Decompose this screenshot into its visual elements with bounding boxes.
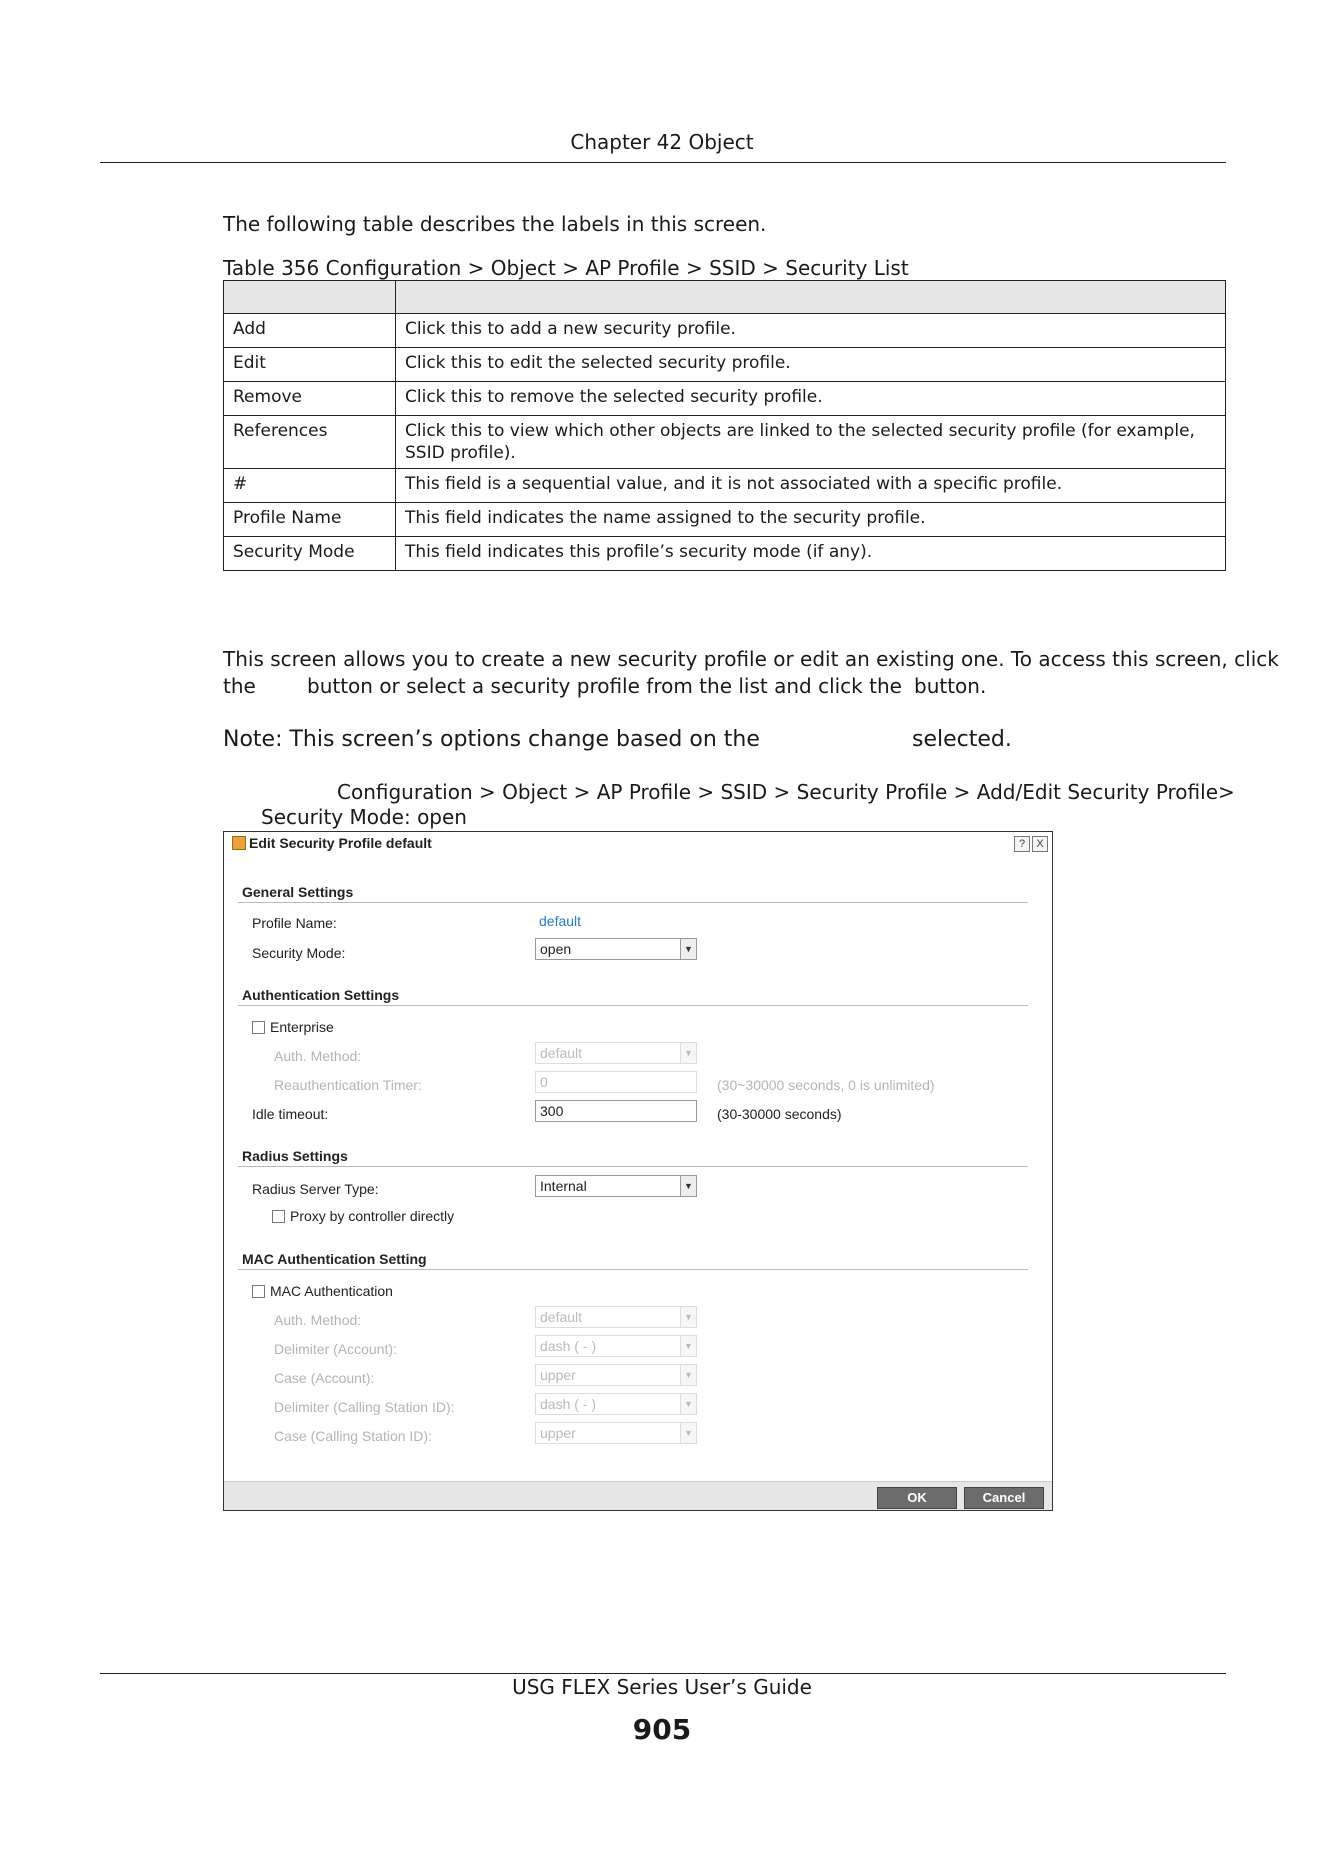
label-description-table (223, 280, 1226, 571)
chevron-down-icon: ▼ (680, 1365, 696, 1385)
guide-title: USG FLEX Series User’s Guide (512, 1675, 812, 1699)
chapter-header: Chapter 42 Object (570, 130, 754, 154)
proxy-checkbox[interactable] (272, 1210, 285, 1223)
idle-timeout-hint: (30-30000 seconds) (717, 1106, 842, 1122)
close-icon[interactable]: X (1032, 836, 1048, 852)
table-header-cell (396, 281, 1226, 314)
table-cell-label: # (224, 469, 396, 503)
table-cell-label: Remove (224, 382, 396, 416)
table-cell-label: Edit (224, 348, 396, 382)
chevron-down-icon: ▼ (680, 939, 696, 959)
radius-server-type-label: Radius Server Type: (252, 1181, 379, 1197)
table-cell-label: Add (224, 314, 396, 348)
table-cell-description: This field indicates the name assigned to the security profile. (396, 503, 1226, 537)
profile-name-label: Profile Name: (252, 915, 337, 931)
cancel-button[interactable]: Cancel (964, 1487, 1044, 1509)
mac-authentication-checkbox[interactable] (252, 1285, 265, 1298)
mac-auth-method-value: default (540, 1309, 583, 1325)
table-cell-description: Click this to remove the selected security profile. (396, 382, 1226, 416)
section-divider (238, 1005, 1028, 1006)
idle-timeout-value: 300 (540, 1103, 564, 1119)
case-account-select[interactable] (535, 1364, 697, 1386)
radius-server-type-select[interactable] (535, 1175, 697, 1197)
note-text-end: selected. (912, 727, 1012, 752)
edit-icon (232, 836, 246, 850)
delimiter-calling-station-value: dash ( - ) (540, 1396, 597, 1412)
body-paragraph-line2-middle: button or select a security profile from the list and click the (307, 674, 902, 698)
section-divider (238, 902, 1028, 903)
reauthentication-timer-hint: (30~30000 seconds, 0 is unlimited) (717, 1077, 935, 1093)
body-paragraph-line1: This screen allows you to create a new security profile or edit an existing one. To access this screen, click (223, 647, 1279, 671)
table-row (224, 503, 1226, 537)
proxy-label: Proxy by controller directly (290, 1208, 455, 1224)
table-cell-description: This field indicates this profile’s security mode (if any). (396, 537, 1226, 571)
general-settings-heading: General Settings (242, 884, 354, 900)
case-calling-station-label: Case (Calling Station ID): (274, 1428, 432, 1444)
footer-rule (100, 1673, 1226, 1674)
mac-authentication-heading: MAC Authentication Setting (242, 1251, 427, 1267)
table-row (224, 416, 1226, 469)
delimiter-account-value: dash ( - ) (540, 1338, 597, 1354)
table-header-row (224, 281, 1226, 314)
dialog-footer (224, 1481, 1052, 1510)
auth-method-label: Auth. Method: (274, 1048, 362, 1064)
figure-caption-line2: Security Mode: open (261, 805, 467, 829)
chevron-down-icon: ▼ (680, 1043, 696, 1063)
table-cell-description: Click this to view which other objects are linked to the selected security profile (for example, SSID profile). (396, 416, 1226, 469)
reauthentication-timer-value: 0 (540, 1074, 548, 1090)
case-calling-station-value: upper (540, 1425, 576, 1441)
delimiter-calling-station-label: Delimiter (Calling Station ID): (274, 1399, 455, 1415)
note-text-start: Note: This screen’s options change based on the (223, 727, 760, 752)
figure-caption-line1: Configuration > Object > AP Profile > SSID > Security Profile > Add/Edit Security Profile> (337, 780, 1235, 804)
body-paragraph-line2-start: the (223, 674, 256, 698)
table-row (224, 314, 1226, 348)
table-row (224, 469, 1226, 503)
intro-text: The following table describes the labels in this screen. (223, 212, 767, 236)
table-cell-description: Click this to add a new security profile. (396, 314, 1226, 348)
idle-timeout-label: Idle timeout: (252, 1106, 329, 1122)
chevron-down-icon: ▼ (680, 1176, 696, 1196)
section-divider (238, 1269, 1028, 1270)
table-row (224, 348, 1226, 382)
table-cell-label: References (224, 416, 396, 469)
chevron-down-icon: ▼ (680, 1394, 696, 1414)
header-rule (100, 162, 1226, 163)
table-cell-label: Profile Name (224, 503, 396, 537)
page-number: 905 (632, 1713, 692, 1746)
table-header-cell (224, 281, 396, 314)
ok-button[interactable]: OK (877, 1487, 957, 1509)
authentication-settings-heading: Authentication Settings (242, 987, 400, 1003)
security-mode-select[interactable] (535, 938, 697, 960)
reauthentication-timer-input[interactable] (535, 1071, 697, 1093)
mac-authentication-label: MAC Authentication (270, 1283, 393, 1299)
delimiter-account-label: Delimiter (Account): (274, 1341, 397, 1357)
mac-auth-method-select[interactable] (535, 1306, 697, 1328)
table-row (224, 382, 1226, 416)
case-account-label: Case (Account): (274, 1370, 375, 1386)
reauthentication-timer-label: Reauthentication Timer: (274, 1077, 422, 1093)
delimiter-account-select[interactable] (535, 1335, 697, 1357)
chevron-down-icon: ▼ (680, 1423, 696, 1443)
enterprise-checkbox[interactable] (252, 1021, 265, 1034)
radius-settings-heading: Radius Settings (242, 1148, 348, 1164)
table-caption: Table 356 Configuration > Object > AP Profile > SSID > Security List (223, 256, 909, 280)
dialog-title-bar (224, 832, 1052, 854)
profile-name-value: default (539, 913, 582, 929)
case-calling-station-select[interactable] (535, 1422, 697, 1444)
help-icon[interactable]: ? (1014, 836, 1030, 852)
case-account-value: upper (540, 1367, 576, 1383)
edit-security-profile-dialog (223, 831, 1053, 1511)
section-divider (238, 1166, 1028, 1167)
dialog-title: Edit Security Profile default (249, 835, 432, 851)
body-paragraph-line2-end: button. (914, 674, 987, 698)
enterprise-label: Enterprise (270, 1019, 334, 1035)
table-cell-label: Security Mode (224, 537, 396, 571)
idle-timeout-input[interactable] (535, 1100, 697, 1122)
delimiter-calling-station-select[interactable] (535, 1393, 697, 1415)
auth-method-value: default (540, 1045, 583, 1061)
table-cell-description: This field is a sequential value, and it is not associated with a specific profile. (396, 469, 1226, 503)
table-row (224, 537, 1226, 571)
chevron-down-icon: ▼ (680, 1336, 696, 1356)
security-mode-label: Security Mode: (252, 945, 346, 961)
auth-method-select[interactable] (535, 1042, 697, 1064)
radius-server-type-value: Internal (540, 1178, 587, 1194)
table-cell-description: Click this to edit the selected security profile. (396, 348, 1226, 382)
chevron-down-icon: ▼ (680, 1307, 696, 1327)
mac-auth-method-label: Auth. Method: (274, 1312, 362, 1328)
security-mode-value: open (540, 941, 572, 957)
